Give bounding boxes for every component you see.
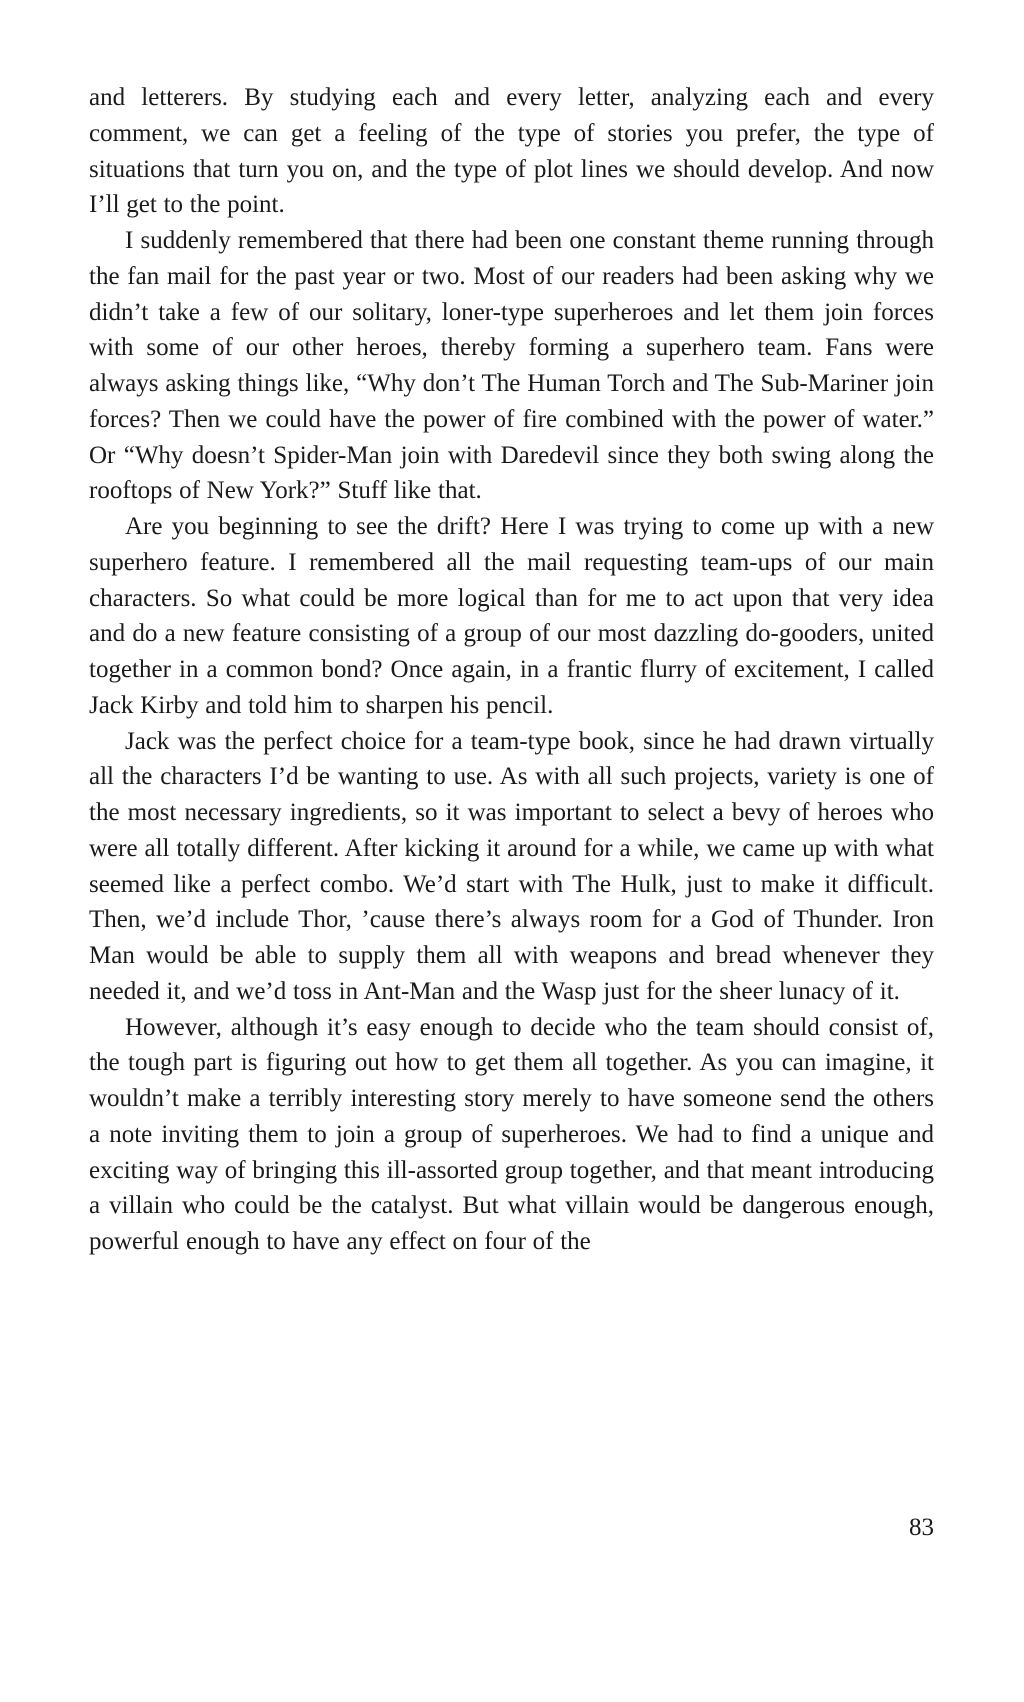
paragraph-1: and letterers. By studying each and every letter, analyzing each and every comment, we can get a feeling of the type of stories you prefer, the type of situations that turn you on, and the type of plot lines we should develop. And now I’ll get to the point. xyxy=(89,84,934,219)
body-text xyxy=(89,80,934,1260)
page-number: 83 xyxy=(909,1514,934,1541)
paragraph-3: Are you beginning to see the drift? Here I was trying to come up with a new superhero feature. I remembered all the mail requesting team-ups of our main characters. So what could be more logical than for me to act upon that very idea and do a new feature consisting of a group of our most dazzling do-gooders, united together in a common bond? Once again, in a frantic flurry of excitement, I called Jack Kirby and told him to sharpen his pencil. xyxy=(89,513,934,719)
paragraph-5: However, although it’s easy enough to decide who the team should consist of, the tough part is figuring out how to get them all together. As you can imagine, it wouldn’t make a terribly interesting story merely to have someone send the others a note inviting them to join a group of superheroes. We had to find a unique and exciting way of bringing this ill-assorted group together, and that meant introducing a villain who could be the catalyst. But what villain would be dangerous enough, powerful enough to have any effect on four of the xyxy=(89,1013,934,1255)
paragraph-2: I suddenly remembered that there had been one constant theme running through the fan mail for the past year or two. Most of our readers had been asking why we didn’t take a few of our solitary, loner-type superheroes and let them join forces with some of our other heroes, thereby forming a superhero team. Fans were always asking things like, “Why don’t The Human Torch and The Sub-Mariner join forces? Then we could have the power of fire combined with the power of water.” Or “Why doesn’t Spider-Man join with Daredevil since they both swing along the rooftops of New York?” Stuff like that. xyxy=(89,227,934,505)
paragraph-4: Jack was the perfect choice for a team-type book, since he had drawn virtually all the characters I’d be wanting to use. As with all such projects, variety is one of the most necessary ingredients, so it was important to select a bevy of heroes who were all totally different. After kicking it around for a while, we came up with what seemed like a perfect combo. We’d start with The Hulk, just to make it difficult. Then, we’d include Thor, ’cause there’s always room for a God of Thunder. Iron Man would be able to supply them all with weapons and bread whenever they needed it, and we’d toss in Ant-Man and the Wasp just for the sheer lunacy of it. xyxy=(89,727,934,1005)
